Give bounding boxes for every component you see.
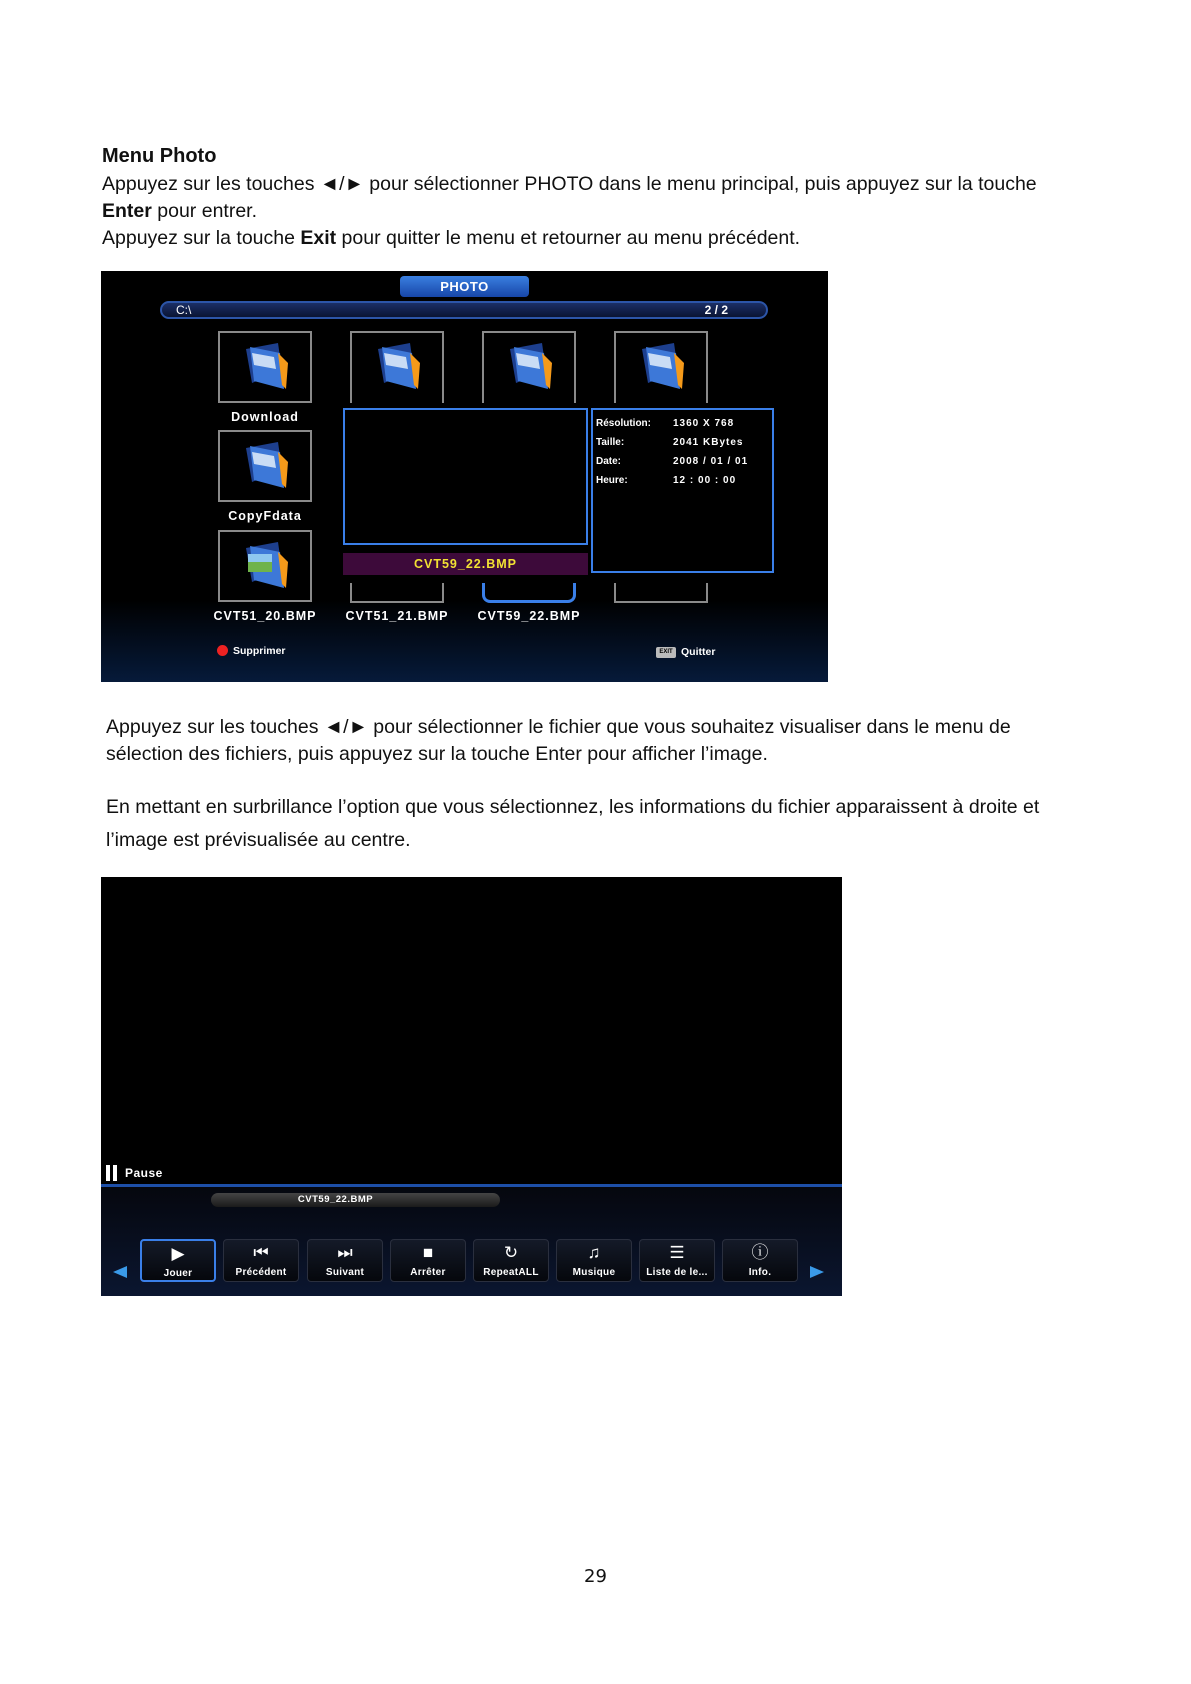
info-button[interactable] xyxy=(722,1239,798,1282)
exit-text-b: pour quitter le menu et retourner au menu précédent. xyxy=(336,227,801,249)
image-folder-icon xyxy=(242,540,290,592)
path-bar xyxy=(160,301,768,319)
viewer-filename: CVT59_22.BMP xyxy=(297,1194,374,1205)
selected-file-name: CVT59_22.BMP xyxy=(343,553,588,575)
scroll-left-arrow-icon[interactable] xyxy=(113,1266,127,1278)
file-info-panel xyxy=(591,408,774,573)
exit-hint-label: Quitter xyxy=(681,646,716,658)
highlight-paragraph: En mettant en surbrillance l’option que vous sélectionnez, les informations du fichier apparaissent à droite et l’image est prévisualisée au centre. xyxy=(106,796,1040,851)
music-icon: ♫ xyxy=(587,1243,601,1262)
folder-icon xyxy=(242,440,290,492)
stop-button[interactable] xyxy=(390,1239,466,1282)
exit-key-icon: EXIT xyxy=(656,647,676,658)
scroll-right-arrow-icon[interactable] xyxy=(810,1266,824,1278)
page-number: 29 xyxy=(584,1566,607,1587)
file-thumb-empty xyxy=(614,583,708,603)
size-value: 2041 KBytes xyxy=(673,437,744,448)
resolution-label: Résolution: xyxy=(596,418,651,429)
intro-paragraph xyxy=(102,171,1082,225)
select-file-paragraph: Appuyez sur les touches ◄/► pour sélectionner le fichier que vous souhaitez visualiser dans le menu de sélection des fichiers, puis appuyez sur la touche Enter pour afficher l’image. xyxy=(106,716,1011,765)
image-preview-pane xyxy=(343,408,588,545)
play-button[interactable] xyxy=(140,1239,216,1282)
control-label: RepeatALL xyxy=(483,1267,539,1278)
next-icon: ⏭ xyxy=(337,1243,353,1262)
size-label: Taille: xyxy=(596,437,625,448)
music-button[interactable] xyxy=(556,1239,632,1282)
exit-paragraph xyxy=(102,225,1082,252)
filename-bar xyxy=(211,1193,500,1207)
folder-thumb-3[interactable] xyxy=(482,331,576,403)
play-icon: ▶ xyxy=(171,1244,185,1263)
time-value: 12 : 00 : 00 xyxy=(673,475,737,486)
intro-text-b: pour entrer. xyxy=(151,200,258,222)
pause-status xyxy=(106,1164,163,1182)
section-heading: Menu Photo xyxy=(102,145,217,167)
folder-thumb-copyfdata[interactable] xyxy=(218,430,312,502)
folder-thumb-download[interactable] xyxy=(218,331,312,403)
folder-label-download: Download xyxy=(231,410,299,424)
file-thumb-cvt59-22-selected[interactable] xyxy=(482,583,576,603)
control-label: Suivant xyxy=(325,1267,365,1278)
exit-key-text: Exit xyxy=(300,227,337,249)
delete-hint: Supprimer xyxy=(233,645,286,657)
info-icon: ⓘ xyxy=(751,1243,769,1262)
folder-thumb-2[interactable] xyxy=(350,331,444,403)
photo-browser-screenshot xyxy=(101,271,828,682)
repeat-button[interactable] xyxy=(473,1239,549,1282)
file-label-3: CVT59_22.BMP xyxy=(477,609,581,623)
enter-key-text: Enter xyxy=(102,200,152,222)
exit-hint xyxy=(656,646,715,658)
date-value: 2008 / 01 / 01 xyxy=(673,456,749,467)
page-indicator: 2 / 2 xyxy=(704,303,728,317)
previous-button[interactable] xyxy=(223,1239,299,1282)
folder-label-copyfdata: CopyFdata xyxy=(228,509,302,523)
folder-icon xyxy=(374,341,422,393)
file-thumb-cvt51-21[interactable] xyxy=(350,583,444,603)
list-icon: ☰ xyxy=(669,1243,685,1262)
intro-text-a: Appuyez sur les touches ◄/► pour sélectionner PHOTO dans le menu principal, puis appuyez sur la touche xyxy=(102,173,1037,195)
red-button-icon xyxy=(217,645,228,656)
control-label: Jouer xyxy=(163,1268,193,1279)
control-label: Musique xyxy=(572,1267,616,1278)
control-label: Liste de le... xyxy=(646,1267,708,1278)
exit-text-a: Appuyez sur la touche xyxy=(102,227,301,249)
folder-thumb-4[interactable] xyxy=(614,331,708,403)
date-label: Date: xyxy=(596,456,622,467)
stop-icon: ■ xyxy=(422,1243,434,1262)
file-label-1: CVT51_20.BMP xyxy=(213,609,317,623)
folder-icon xyxy=(242,341,290,393)
current-path: C:\ xyxy=(176,303,192,317)
resolution-value: 1360 X 768 xyxy=(673,418,735,429)
file-thumb-cvt51-20[interactable] xyxy=(218,530,312,602)
photo-title-tab: PHOTO xyxy=(400,276,529,297)
control-label: Info. xyxy=(748,1267,772,1278)
playlist-button[interactable] xyxy=(639,1239,715,1282)
pause-icon-bar xyxy=(113,1165,117,1181)
pause-label: Pause xyxy=(125,1165,163,1180)
next-button[interactable] xyxy=(307,1239,383,1282)
photo-viewer-screenshot xyxy=(101,877,842,1296)
folder-icon xyxy=(638,341,686,393)
previous-icon: ⏮ xyxy=(253,1243,269,1262)
folder-icon xyxy=(506,341,554,393)
file-label-2: CVT51_21.BMP xyxy=(345,609,449,623)
repeat-icon: ↻ xyxy=(503,1243,519,1262)
pause-icon xyxy=(106,1165,110,1181)
control-label: Arrêter xyxy=(410,1267,446,1278)
control-label: Précédent xyxy=(235,1267,287,1278)
time-label: Heure: xyxy=(596,475,628,486)
